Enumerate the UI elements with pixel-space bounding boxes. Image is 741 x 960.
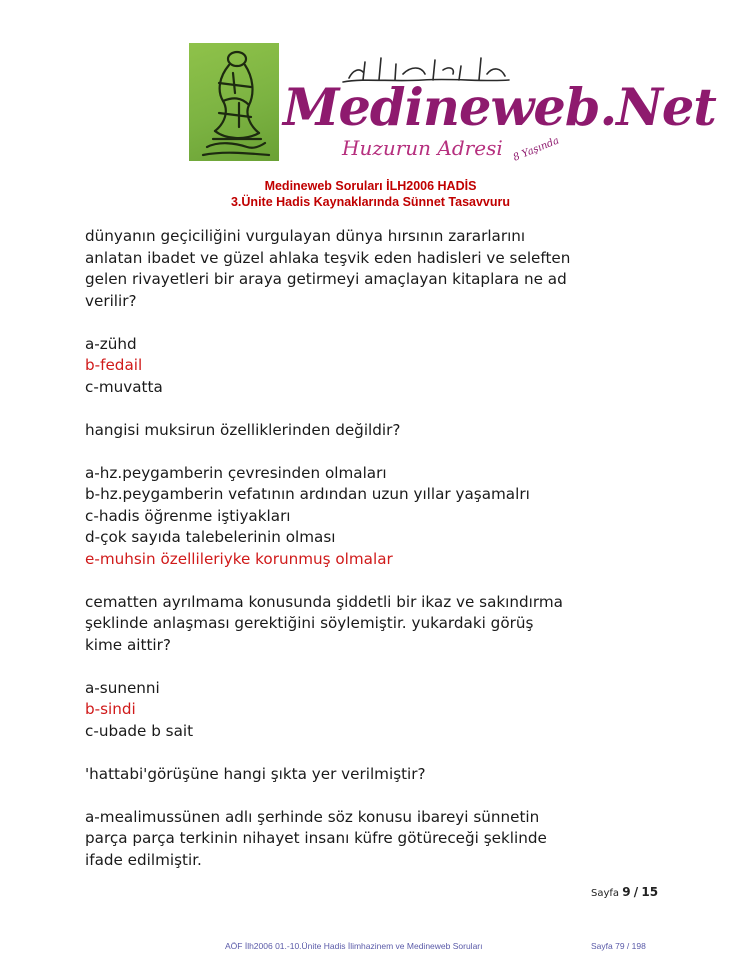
option-d: d-çok sayıda talebelerinin olması (85, 528, 336, 546)
correct-answer-option: b-sindi (85, 700, 136, 718)
option-a: a-sunenni (85, 678, 160, 697)
option-a: a-zühd (85, 334, 137, 353)
option-c: c-hadis öğrenme iştiyakları (85, 506, 291, 525)
question-2-text: hangisi muksirun özelliklerinden değildir? (85, 420, 401, 439)
logo-image (189, 43, 279, 161)
question-1-line: dünyanın geçiciliğini vurgulayan dünya hırsının zararlarını (85, 227, 526, 245)
page-separator: / (633, 885, 639, 899)
question-1-line: verilir? (85, 291, 137, 310)
document-title: Medineweb Soruları İLH2006 HADİS (264, 179, 477, 193)
question-1-line: gelen rivayetleri bir araya getirmeyi amaçlayan kitaplara ne ad (85, 270, 567, 288)
question-3-line: şeklinde anlaşması gerektiğini söylemiştir. yukardaki görüş (85, 614, 534, 632)
document-subtitle: 3.Ünite Hadis Kaynaklarında Sünnet Tasavvuru (230, 195, 511, 209)
question-3-line: cematten ayrılmama konusunda şiddetli bir ikaz ve sakındırma (85, 592, 563, 611)
page-current: 9 (622, 885, 631, 899)
option-b: b-hz.peygamberin vefatının ardından uzun yıllar yaşamalrı (85, 485, 530, 503)
correct-answer-option: b-fedail (85, 356, 143, 374)
page-total: 15 (641, 885, 659, 899)
age-badge: 8 Yaşında (511, 135, 561, 164)
footer-title: AÖF İlh2006 01.-10.Ünite Hadis İlimhazinem ve Medineweb Soruları (225, 941, 483, 951)
question-1-line: anlatan ibadet ve güzel ahlaka teşvik eden hadisleri ve seleften (85, 248, 571, 267)
question-content (85, 226, 665, 871)
footer-page-number: Sayfa 79 / 198 (591, 941, 646, 951)
option-c: c-muvatta (85, 377, 163, 396)
option-c: c-ubade b sait (85, 721, 194, 740)
answer-line: ifade edilmiştir. (85, 850, 202, 869)
calligraphy-figure-icon (189, 43, 279, 161)
page-label: Sayfa (591, 888, 620, 899)
option-a: a-hz.peygamberin çevresinden olmaları (85, 463, 387, 482)
page-number (591, 885, 658, 899)
correct-answer-option: e-muhsin özellileriyke korunmuş olmalar (85, 549, 393, 568)
question-3-line: kime aittir? (85, 635, 171, 654)
brand-tagline: Huzurun Adresi (342, 136, 503, 160)
question-4-text: 'hattabi'görüşüne hangi şıkta yer verilmiştir? (85, 764, 426, 783)
answer-line: parça parça terkinin nihayet insanı küfre götüreceği şeklinde (85, 829, 547, 847)
answer-line: a-mealimussünen adlı şerhinde söz konusu ibareyi sünnetin (85, 807, 540, 826)
brand-logo-text: Medineweb.Net (283, 78, 716, 138)
